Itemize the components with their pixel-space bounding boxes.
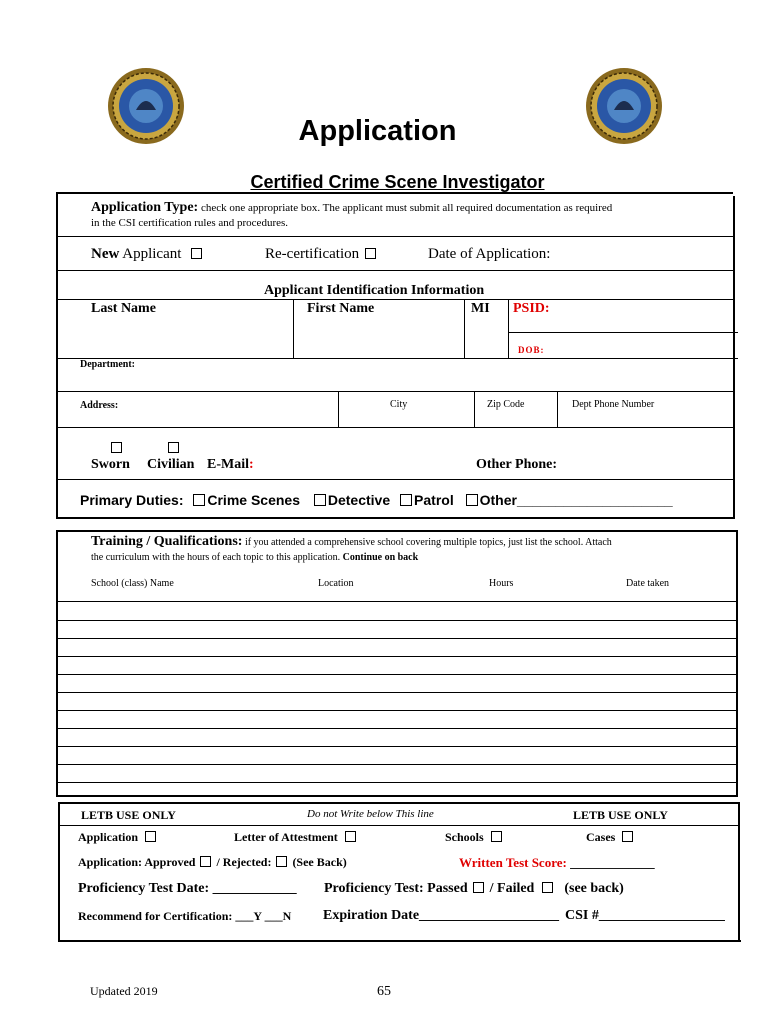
page-subtitle: Certified Crime Scene Investigator: [250, 172, 545, 192]
sworn-checkbox[interactable]: [111, 442, 122, 453]
passed-checkbox[interactable]: [473, 882, 484, 893]
patrol-checkbox[interactable]: [400, 494, 412, 506]
training-line[interactable]: [56, 656, 738, 657]
dept-phone-label: Dept Phone Number: [572, 399, 655, 410]
training-line[interactable]: [56, 710, 738, 711]
recertification-checkbox[interactable]: [365, 248, 376, 259]
written-test-score: Written Test Score: _____________: [459, 855, 655, 870]
other-checkbox[interactable]: [466, 494, 478, 506]
col-date-taken: Date taken: [626, 578, 670, 589]
email-label: E-Mail:: [207, 457, 254, 472]
dob-label: DOB:: [518, 345, 545, 355]
col-location: Location: [318, 578, 354, 589]
sworn-label: Sworn: [91, 457, 130, 472]
letb-approval-row: Application: Approved / Rejected: (See Back): [78, 855, 347, 869]
training-line[interactable]: [56, 674, 738, 675]
page-number: 65: [377, 984, 391, 999]
letb-left-label: LETB USE ONLY: [81, 808, 176, 822]
training-line[interactable]: [56, 782, 738, 783]
other-phone-label: Other Phone:: [476, 457, 558, 472]
letb-schools: Schools: [445, 830, 504, 845]
training-line[interactable]: [56, 638, 738, 639]
primary-duties-row: Primary Duties: Crime Scenes Detective Patrol Other____________________: [80, 492, 673, 508]
failed-checkbox[interactable]: [542, 882, 553, 893]
training-line[interactable]: [56, 764, 738, 765]
proficiency-test-date: Proficiency Test Date: ____________: [78, 881, 297, 896]
training-line[interactable]: [56, 620, 738, 621]
proficiency-test-row: Proficiency Test: Passed / Failed (see back): [324, 881, 624, 896]
zip-code-label: Zip Code: [487, 399, 525, 410]
training-line[interactable]: [56, 692, 738, 693]
expiration-date-label: Expiration Date____________________: [323, 908, 560, 923]
letb-application-checkbox[interactable]: [145, 831, 156, 842]
csi-number-label: CSI #__________________: [565, 908, 725, 923]
mi-label: MI: [471, 301, 490, 316]
letb-attestment-checkbox[interactable]: [345, 831, 356, 842]
col-hours: Hours: [489, 578, 514, 589]
updated-label: Updated 2019: [90, 984, 158, 998]
application-type: Application Type: check one appropriate box. The applicant must submit all required documentation as required in the CSI certification rules and procedures.: [91, 200, 613, 229]
civilian-label: Civilian: [147, 457, 195, 472]
other-blank[interactable]: ____________________: [516, 492, 673, 508]
letb-application: Application: [78, 830, 158, 845]
date-of-application-label: Date of Application:: [428, 246, 551, 262]
identification-heading: Applicant Identification Information: [264, 283, 485, 298]
civilian-checkbox[interactable]: [168, 442, 179, 453]
approved-checkbox[interactable]: [200, 856, 211, 867]
new-applicant-checkbox[interactable]: [191, 248, 202, 259]
letb-cases-checkbox[interactable]: [622, 831, 633, 842]
letb-right-label: LETB USE ONLY: [573, 808, 668, 822]
department-label: Department:: [80, 359, 135, 370]
first-name-label: First Name: [307, 301, 375, 316]
address-label: Address:: [80, 400, 119, 411]
psid-label: PSID:: [513, 301, 550, 316]
last-name-label: Last Name: [91, 301, 156, 316]
new-applicant-option[interactable]: New Applicant: [91, 246, 204, 263]
training-line[interactable]: [56, 746, 738, 747]
letb-schools-checkbox[interactable]: [491, 831, 502, 842]
rejected-checkbox[interactable]: [276, 856, 287, 867]
col-school-name: School (class) Name: [91, 578, 174, 589]
letb-attestment: Letter of Attestment: [234, 830, 358, 845]
city-label: City: [390, 399, 408, 410]
do-not-write-label: Do not Write below This line: [307, 808, 434, 820]
training-heading: Training / Qualifications: if you attended a comprehensive school covering multiple topics, just list the school. Attach the curriculum with the hours of each topic to this application. Continue on back: [91, 534, 612, 563]
detective-checkbox[interactable]: [314, 494, 326, 506]
letb-cases: Cases: [586, 830, 635, 845]
recommend-label: Recommend for Certification: ___Y ___N: [78, 909, 292, 923]
recertification-option[interactable]: Re-certification: [265, 246, 378, 263]
crime-scenes-checkbox[interactable]: [193, 494, 205, 506]
training-line[interactable]: [56, 728, 738, 729]
page-title: Application: [298, 115, 457, 147]
